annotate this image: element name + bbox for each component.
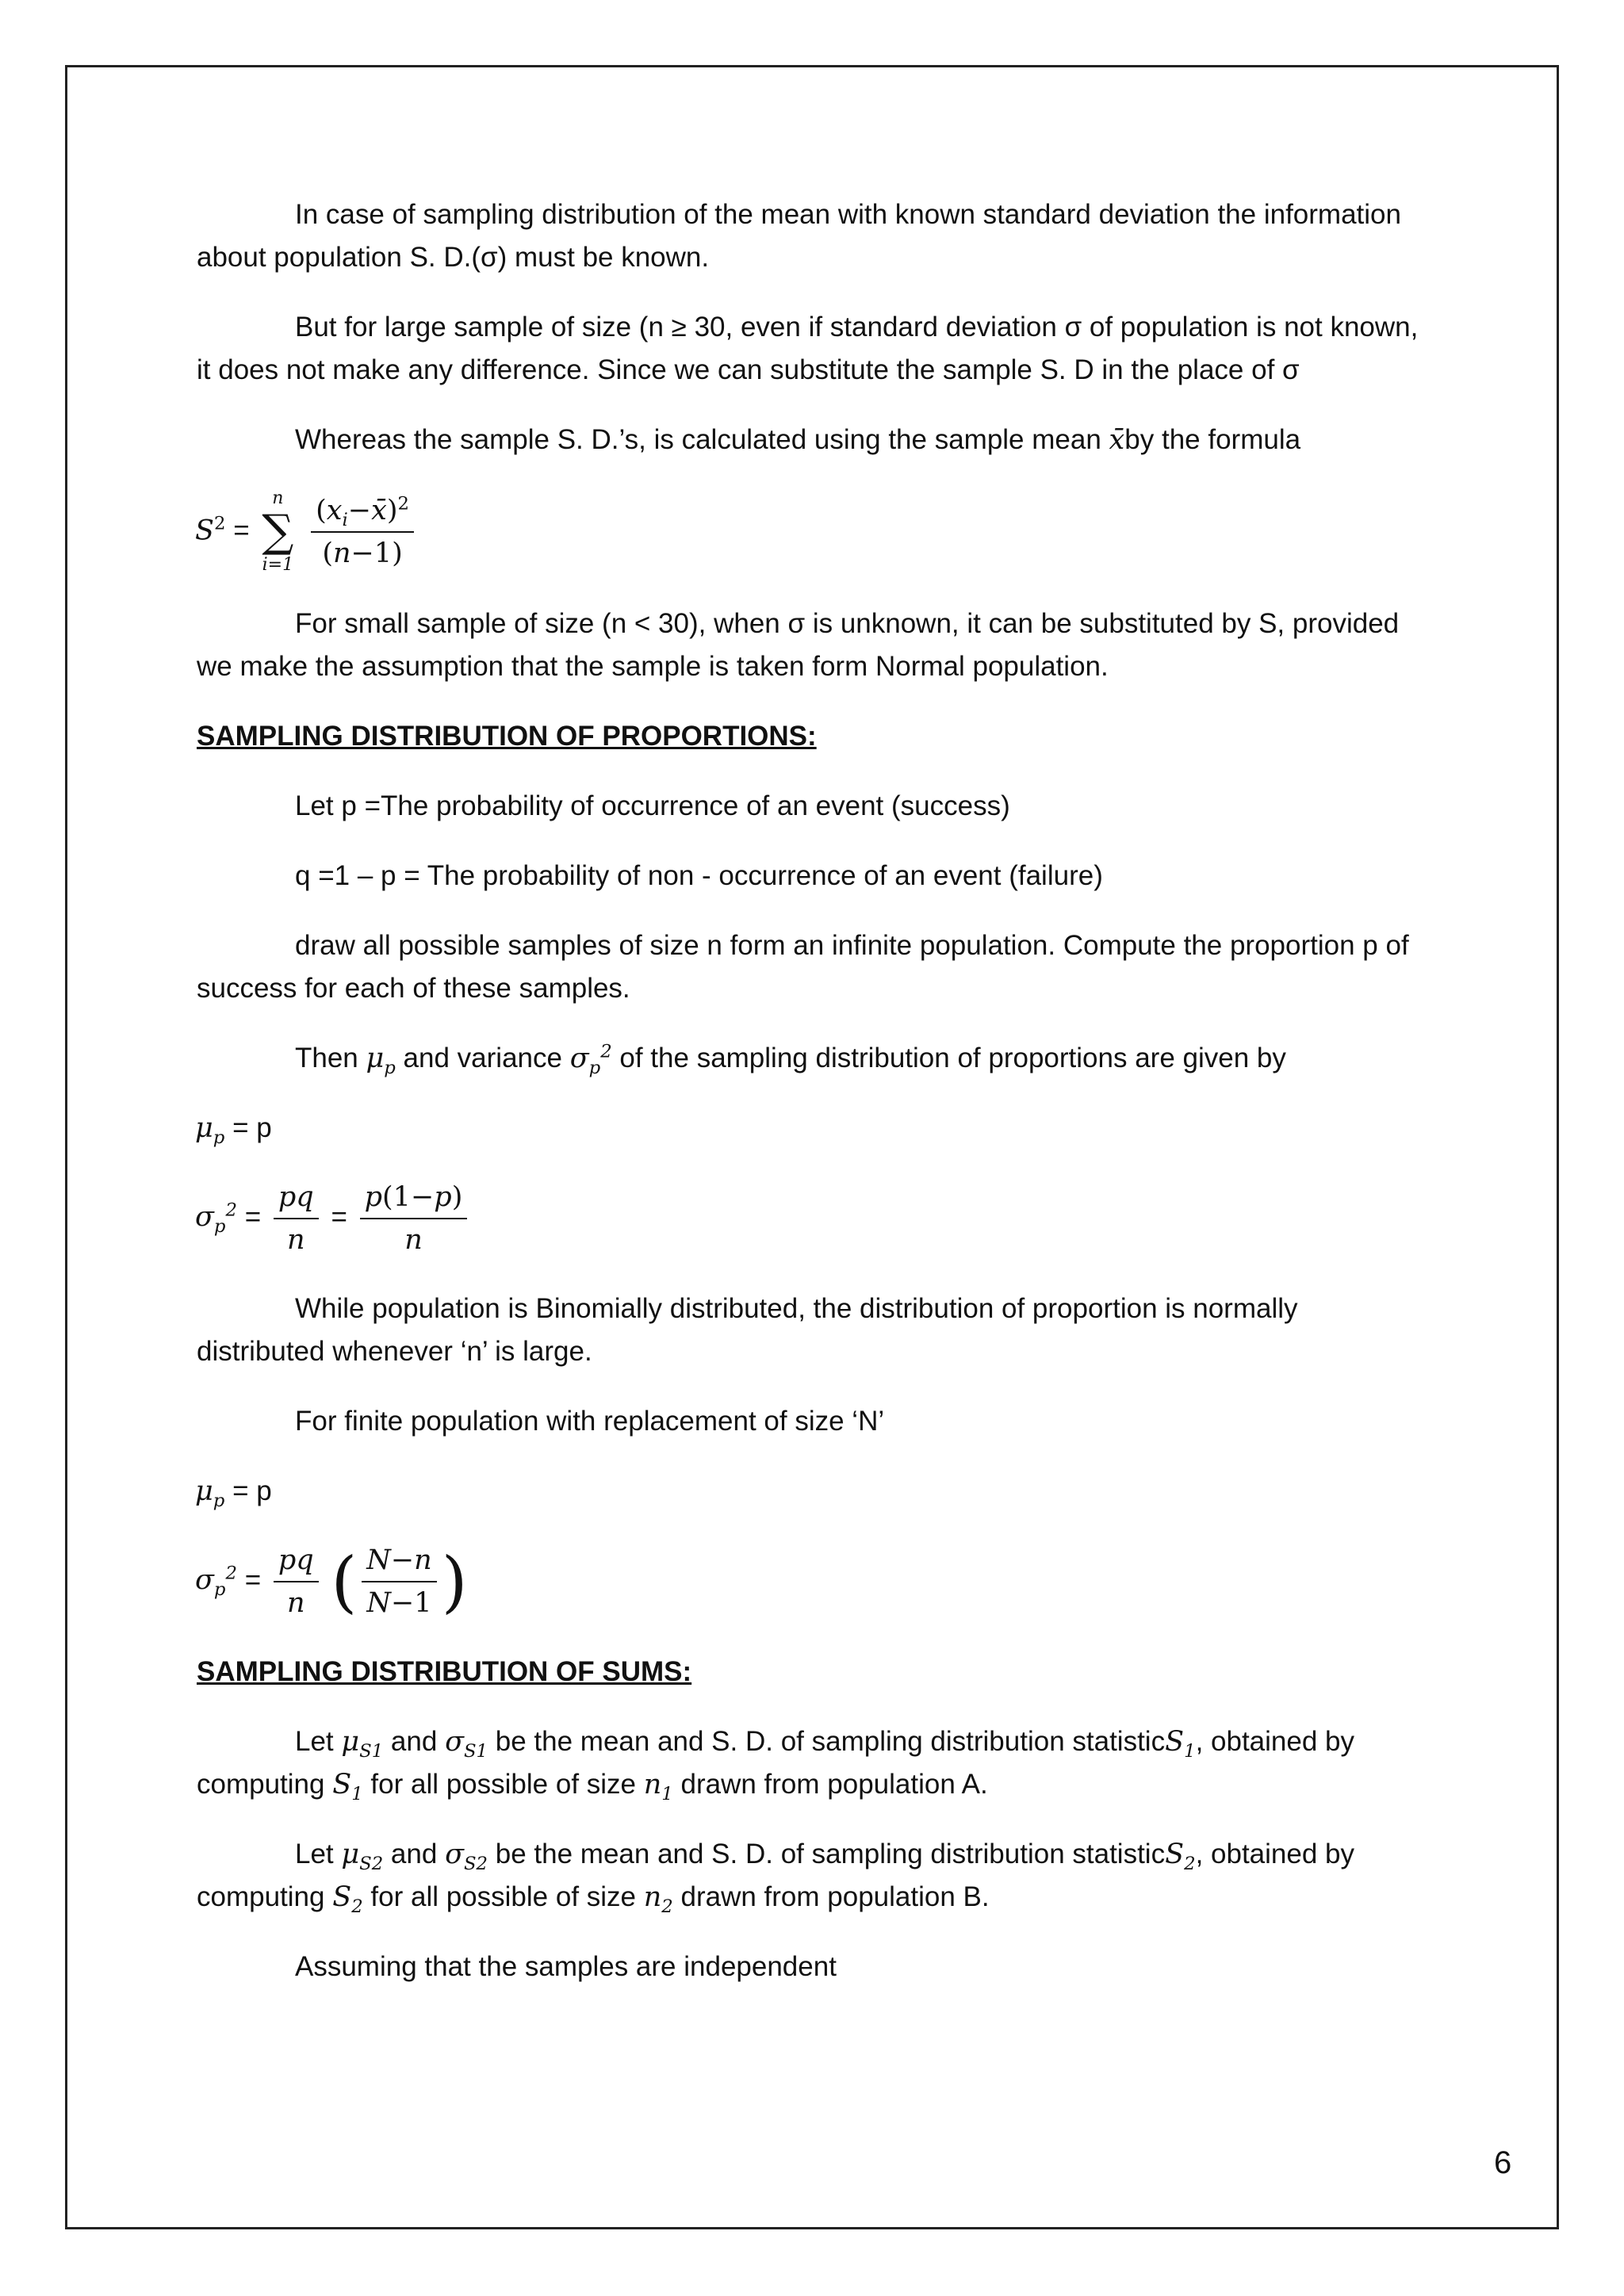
paragraph-statistic-s2: Let $\mu_{S2}$ and $\sigma_{S2}$ be the mean and S. D. of sampling distribution statisticS$_2$, obtained by computing $S_2$ for all possible of size $n_2$ drawn from population B. — [197, 1839, 1354, 1917]
paragraph-statistic-s1: Let $\mu_{S1}$ and $\sigma_{S1}$ be the mean and S. D. of sampling distribution statisticS$_1$, obtained by computing $S_1$ for all possible of size $n_1$ drawn from population A. — [197, 1726, 1354, 1804]
paragraph-sample-sd: Whereas the sample S. D.’s, is calculated using the sample mean x̄by the formula — [295, 424, 1301, 456]
heading-sums: SAMPLING DISTRIBUTION OF SUMS: — [197, 1656, 692, 1687]
equation-variance-proportion: $\sigma_p^2$ = $\frac{pq}{n}$ = $\frac{p(1-p)}{n}$ — [195, 1177, 1431, 1261]
paragraph-binomial: While population is Binomially distributed, the distribution of proportion is normally distributed whenever ‘n’ is large. — [197, 1293, 1298, 1367]
paragraph-large-sample: But for large sample of size (n ≥ 30, even if standard deviation σ of population is not known, it does not make any difference. Since we can substitute the sample S. D in the place of σ — [197, 312, 1419, 385]
paragraph-mean-variance: Then $\mu_p$ and variance $\sigma_p^2$ of the sampling distribution of proportions are given by — [295, 1041, 1286, 1078]
paragraph-known-sd: In case of sampling distribution of the mean with known standard deviation the information about population S. D.(σ) must be known. — [197, 199, 1401, 273]
equation-variance-finite: $\sigma_p^2$ = $\frac{pq}{n}$ ( $\frac{N-n}{N-1}$ ) — [195, 1540, 1431, 1624]
paragraph-finite-population: For finite population with replacement of size ‘N’ — [295, 1406, 885, 1437]
document-body — [197, 193, 1431, 2015]
equation-sample-variance: $S^2$ = n ∑ i=1 $\frac{(x_i-x̄)^2}{(n-1)}$ — [195, 488, 1431, 576]
equation-mean-proportion-1: $\mu_p = p$ — [195, 1112, 272, 1148]
paragraph-define-q: q =1 – p = The probability of non - occurrence of an event (failure) — [295, 860, 1103, 891]
heading-proportions: SAMPLING DISTRIBUTION OF PROPORTIONS: — [197, 721, 817, 752]
paragraph-small-sample: For small sample of size (n < 30), when σ is unknown, it can be substituted by S, provided we make the assumption that the sample is taken form Normal population. — [197, 608, 1400, 682]
paragraph-define-p: Let p =The probability of occurrence of an event (success) — [295, 790, 1010, 821]
paragraph-draw-samples: draw all possible samples of size n form an infinite population. Compute the proportion p of success for each of these samples. — [197, 930, 1409, 1004]
equation-mean-proportion-2: $\mu_p = p$ — [195, 1475, 272, 1511]
page-number: 6 — [1494, 2145, 1512, 2180]
paragraph-independent: Assuming that the samples are independent — [295, 1951, 837, 1982]
